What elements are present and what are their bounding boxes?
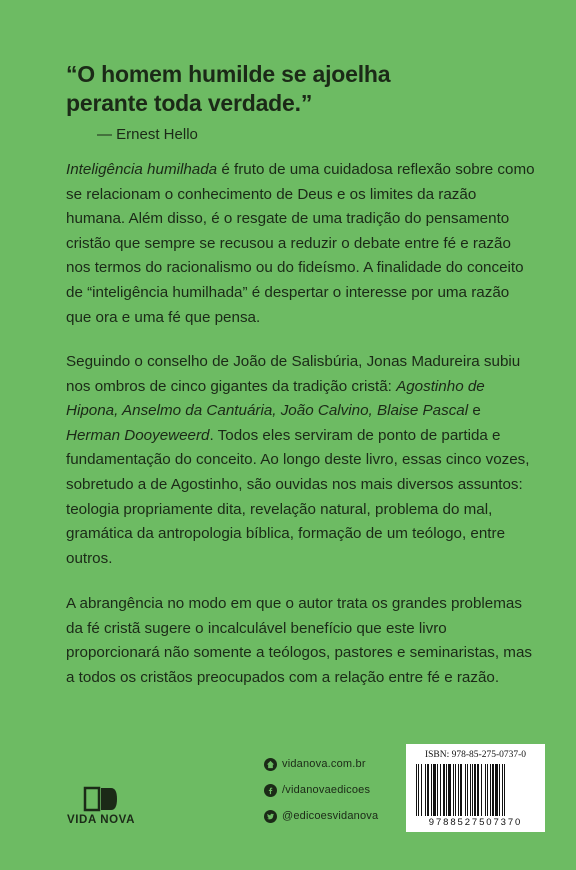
paragraph-scope: A abrangência no modo em que o autor trata os grandes problemas da fé cristã sugere o incalculável benefício que este livro proporcionará não somente a teólogos, pastores e seminaristas, mas a todos os cristãos preocupados com a relação entre fé e razão. xyxy=(66,595,532,686)
barcode-bar xyxy=(421,764,422,816)
barcode-bar xyxy=(443,764,445,816)
publisher-logo-mark xyxy=(83,786,119,812)
barcode-bar xyxy=(433,764,436,816)
barcode-bar xyxy=(465,764,466,816)
giants-names: Agostinho de Hipona, Anselmo da Cantuária, João Calvino, Blaise Pascal xyxy=(66,377,485,420)
website-row[interactable] xyxy=(264,753,366,775)
barcode-box xyxy=(406,744,545,832)
facebook-row[interactable] xyxy=(264,779,370,801)
barcode-bar xyxy=(460,764,462,816)
barcode-bar xyxy=(418,764,419,816)
epigraph-quote xyxy=(66,60,536,118)
barcode-bar xyxy=(425,764,426,816)
facebook-link[interactable]: /vidanovaedicoes xyxy=(282,784,371,796)
twitter-link[interactable]: @edicoesvidanova xyxy=(282,810,379,822)
home-icon xyxy=(264,758,277,771)
barcode-bar xyxy=(458,764,459,816)
giant-last-name: Herman Dooyeweerd xyxy=(66,426,210,444)
barcode-bar xyxy=(485,764,486,816)
barcode-bar xyxy=(448,764,451,816)
publisher-logo xyxy=(64,786,138,826)
paragraph-giants-text-a: Seguindo o conselho de João de Salisbúria, Jonas Madureira subiu nos ombros de cinco gigantes da tradição cristã: xyxy=(66,353,521,395)
barcode-bar xyxy=(502,764,503,816)
paragraph-intro xyxy=(66,158,536,330)
quote-line-1: “O homem humilde se ajoelha xyxy=(66,61,391,87)
publisher-name: VIDA NOVA xyxy=(66,814,135,826)
barcode-bar xyxy=(427,764,429,816)
barcode-bar xyxy=(472,764,473,816)
barcode-bar xyxy=(492,764,494,816)
barcode-bar xyxy=(455,764,456,816)
website-link[interactable]: vidanova.com.br xyxy=(282,758,366,770)
barcode-bar xyxy=(431,764,432,816)
barcode-bar xyxy=(453,764,454,816)
quote-line-2: perante toda verdade.” xyxy=(66,90,313,116)
barcode-bar xyxy=(416,764,417,816)
barcode-bar xyxy=(481,764,482,816)
paragraph-intro-text: é fruto de uma cuidadosa reflexão sobre como se relacionam o conhecimento de Deus e os limites da razão humana. Além disso, é o resgate de uma tradição do pensamento cristão que sempre se recusou a reduzir o debate entre fé e razão nos termos do racionalismo ou do fideísmo. A finalidade do conceito de “inteligência humilhada” é despertar o interesse por uma razão que ora e uma fé que pensa. xyxy=(66,161,535,326)
barcode-bar xyxy=(490,764,491,816)
barcode-bar xyxy=(495,764,498,816)
paragraph-giants-text-b: . Todos eles serviram de ponto de partida e fundamentação do conceito. Ao longo deste livro, essas cinco vozes, sobretudo a de Agostinho, são ouvidas nos mais diversos assuntos: teologia propriamente dita, revelação natural, problema do mal, gramática da antropologia bíblica, formação de um teólogo, entre outros. xyxy=(66,426,530,567)
book-title-italic: Inteligência humilhada xyxy=(66,161,218,178)
barcode-bar xyxy=(477,764,479,816)
isbn-label: ISBN: 978-85-275-0737-0 xyxy=(424,750,527,760)
barcode-bar xyxy=(474,764,476,816)
barcode-bar xyxy=(487,764,488,816)
barcode-bar xyxy=(499,764,500,816)
barcode-bar xyxy=(437,764,438,816)
quote-author: — Ernest Hello xyxy=(97,126,198,143)
barcode-bar xyxy=(446,764,447,816)
barcode-bar xyxy=(470,764,471,816)
barcode-bar xyxy=(467,764,468,816)
conjunction: e xyxy=(468,402,481,420)
twitter-row[interactable] xyxy=(264,805,378,827)
barcode-number: 9788527507370 xyxy=(428,817,523,828)
barcode-bars xyxy=(416,764,535,816)
paragraph-giants xyxy=(66,350,536,571)
barcode-bar xyxy=(440,764,441,816)
barcode-bar xyxy=(504,764,505,816)
facebook-icon xyxy=(264,784,277,797)
twitter-icon xyxy=(264,810,277,823)
